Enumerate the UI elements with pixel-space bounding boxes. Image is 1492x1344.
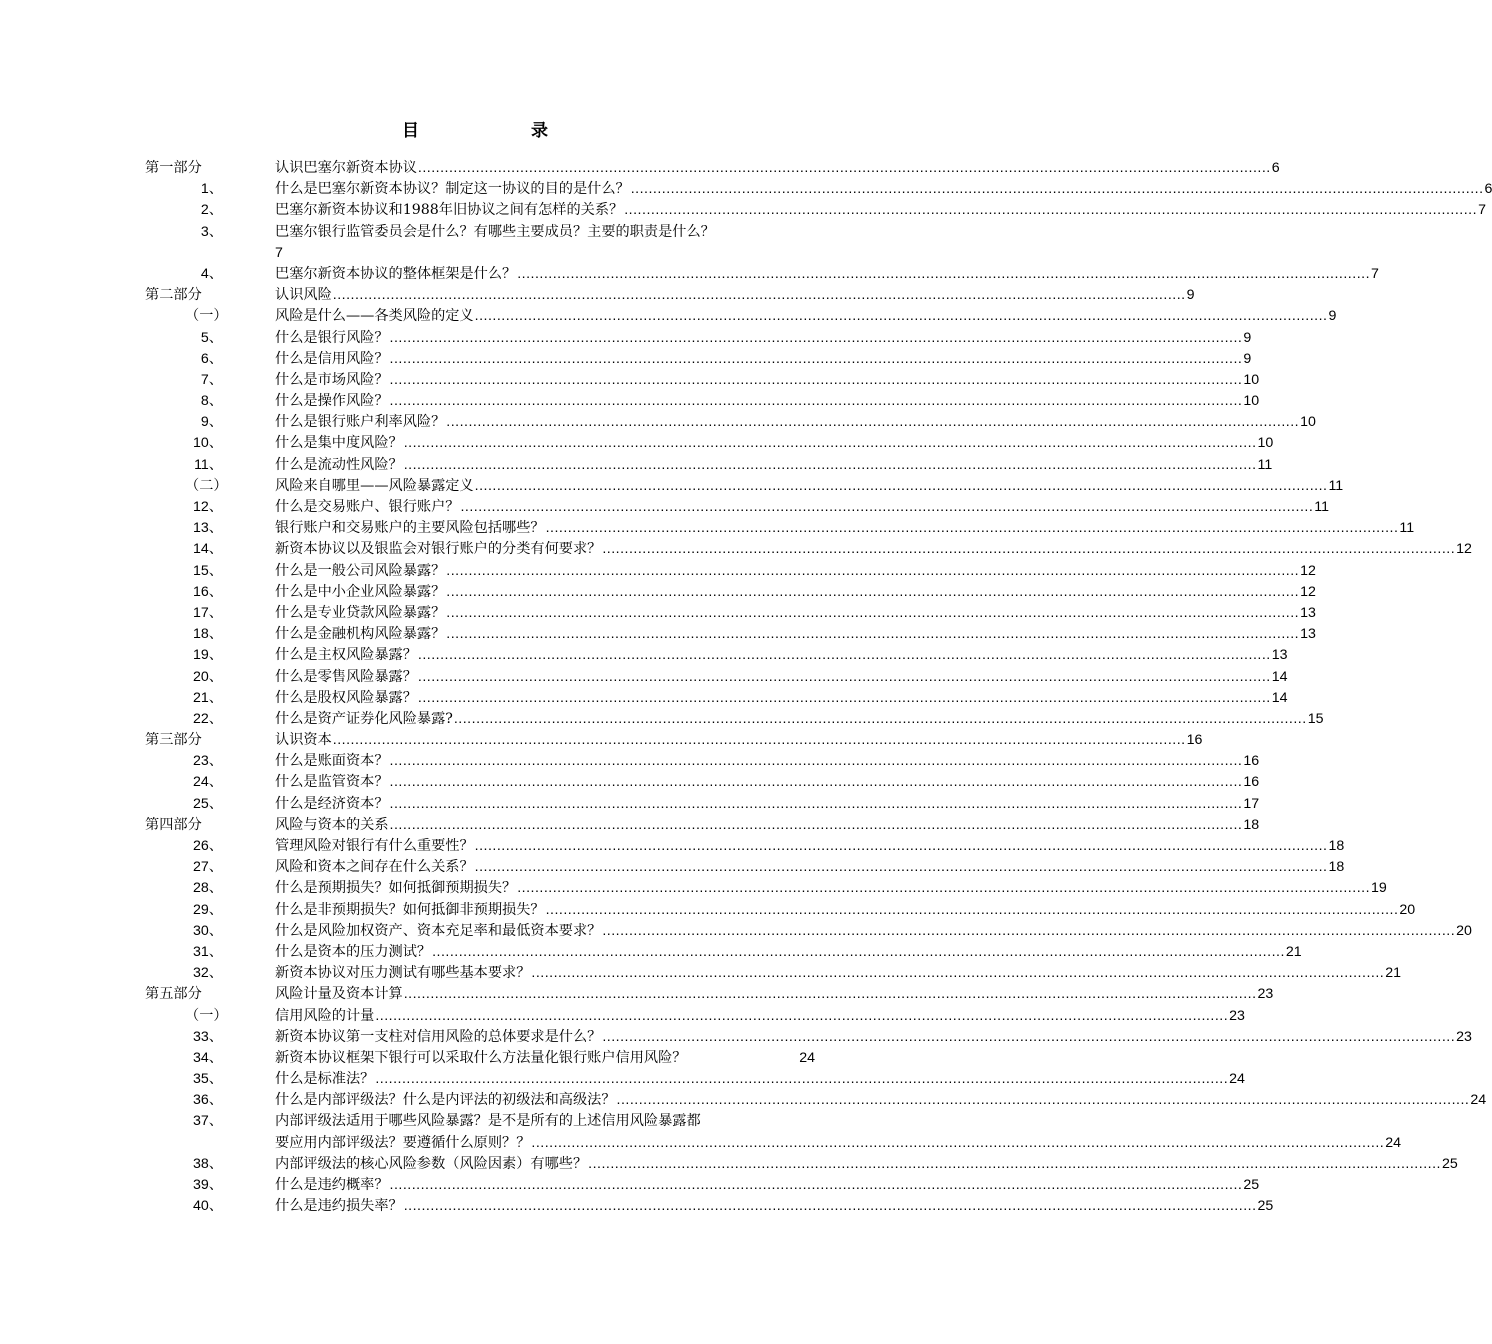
toc-entry-body	[275, 1154, 1458, 1175]
toc-entry-number: 20、	[193, 668, 223, 685]
toc-entry-number: 4、	[200, 265, 223, 282]
toc-entry-body	[275, 476, 1344, 497]
toc-entry[interactable]	[145, 709, 1324, 730]
toc-entry-number: 24、	[193, 774, 223, 791]
table-of-contents	[145, 158, 1492, 1217]
toc-entry-text: 风险是什么——各类风险的定义	[275, 308, 474, 325]
toc-entry-number: 30、	[193, 922, 223, 939]
toc-entry-body	[275, 772, 1260, 793]
toc-entry-number: 32、	[193, 965, 223, 982]
toc-entry-body	[275, 264, 1379, 285]
toc-entry-body	[275, 667, 1288, 688]
toc-entry-number: 27、	[193, 859, 223, 876]
toc-page-number: 11	[1399, 520, 1415, 537]
toc-page-number: 10	[1243, 371, 1260, 388]
toc-entry-number: 7、	[200, 371, 223, 388]
toc-entry[interactable]	[145, 730, 1203, 751]
toc-entry-text: 新资本协议框架下银行可以采取什么方法量化银行账户信用风险？	[275, 1049, 687, 1066]
toc-entry-body	[275, 433, 1274, 454]
toc-dot-leader	[404, 1196, 1257, 1217]
toc-page-number: 7	[1371, 265, 1379, 282]
toc-entry-body	[275, 285, 1195, 306]
toc-dot-leader	[454, 709, 1307, 730]
toc-dot-leader	[375, 1069, 1228, 1090]
toc-entry-number: 22、	[193, 710, 223, 727]
toc-page-number: 14	[1271, 689, 1288, 706]
toc-page-number: 21	[1285, 943, 1302, 960]
toc-dot-leader	[531, 1133, 1384, 1154]
toc-entry-body	[275, 1069, 1245, 1090]
toc-entry-number: 2、	[200, 202, 223, 219]
toc-entry[interactable]	[145, 455, 1273, 476]
toc-entry-number: 34、	[193, 1049, 223, 1066]
toc-entry-text: 什么是主权风险暴露？	[275, 647, 417, 664]
toc-dot-leader	[404, 433, 1257, 454]
toc-page-number: 23	[1456, 1028, 1472, 1045]
toc-dot-leader	[460, 497, 1313, 518]
toc-page-number: 25	[1257, 1198, 1274, 1215]
toc-page-number: 18	[1243, 816, 1260, 833]
toc-entry[interactable]	[145, 1069, 1245, 1090]
toc-page-number: 24	[1385, 1134, 1401, 1151]
toc-section-label: （二）	[185, 477, 228, 494]
toc-entry[interactable]	[145, 222, 815, 264]
toc-entry-text: 什么是违约损失率？	[275, 1198, 403, 1215]
toc-dot-leader	[446, 412, 1299, 433]
toc-entry-text: 什么是银行风险？	[275, 329, 389, 346]
toc-entry-text: 什么是账面资本？	[275, 753, 389, 770]
toc-entry-body	[275, 645, 1288, 666]
toc-entry-number: 1、	[200, 181, 223, 198]
toc-dot-leader	[588, 1154, 1441, 1175]
toc-dot-leader	[602, 1027, 1455, 1048]
toc-dot-leader	[624, 200, 1477, 221]
toc-entry-number: 21、	[193, 689, 223, 706]
toc-entry[interactable]	[145, 1027, 1472, 1048]
toc-dot-leader	[390, 794, 1243, 815]
toc-entry-body	[275, 349, 1252, 370]
toc-entry-number: 3、	[200, 223, 223, 240]
toc-entry-body	[275, 751, 1260, 772]
toc-dot-leader	[631, 179, 1484, 200]
toc-entry-body	[275, 900, 1416, 921]
toc-entry-text: 什么是市场风险？	[275, 371, 389, 388]
toc-page-number: 6	[1271, 160, 1280, 176]
toc-entry-body	[275, 455, 1273, 476]
toc-section-label: （一）	[185, 308, 228, 325]
toc-entry-number: 8、	[200, 393, 223, 410]
toc-entry-body	[275, 200, 1486, 221]
toc-entry-text: 什么是金融机构风险暴露？	[275, 626, 446, 643]
toc-entry[interactable]	[145, 1111, 1401, 1153]
toc-entry-number: 18、	[193, 626, 223, 643]
toc-entry-body	[275, 1006, 1245, 1027]
toc-page-number: 15	[1307, 710, 1324, 727]
toc-entry[interactable]	[145, 794, 1260, 815]
toc-entry-text: 什么是零售风险暴露？	[275, 668, 417, 685]
toc-entry-number: 6、	[200, 350, 223, 367]
toc-entry-text: 什么是预期损失？如何抵御预期损失？	[275, 880, 517, 897]
toc-entry[interactable]	[145, 179, 1492, 200]
toc-entry[interactable]	[145, 497, 1330, 518]
toc-entry-body	[275, 709, 1324, 730]
toc-page-number: 10	[1257, 435, 1274, 452]
toc-entry-text: 什么是内部评级法？什么是内评法的初级法和高级法？	[275, 1092, 616, 1109]
toc-entry-body	[275, 518, 1415, 539]
toc-entry-number: 10、	[193, 435, 223, 452]
toc-page-number: 12	[1300, 583, 1316, 600]
toc-entry[interactable]	[145, 900, 1416, 921]
toc-entry-body	[275, 412, 1316, 433]
toc-dot-leader	[546, 900, 1399, 921]
toc-page-number: 7	[275, 244, 283, 261]
toc-entry[interactable]	[145, 1175, 1260, 1196]
toc-entry[interactable]	[145, 624, 1316, 645]
toc-entry-text: 巴塞尔新资本协议和1988年旧协议之间有怎样的关系？	[275, 202, 624, 219]
toc-entry[interactable]	[145, 412, 1316, 433]
toc-entry-text: 新资本协议以及银监会对银行账户的分类有何要求？	[275, 541, 602, 558]
toc-dot-leader	[446, 561, 1299, 582]
toc-entry-body	[275, 836, 1345, 857]
toc-entry-number: 12、	[193, 499, 223, 516]
toc-entry[interactable]	[145, 582, 1316, 603]
toc-dot-leader	[418, 688, 1271, 709]
toc-page-number: 23	[1229, 1007, 1245, 1024]
toc-entry[interactable]	[145, 200, 1486, 221]
toc-part-label: 第一部分	[145, 160, 202, 176]
toc-page-number: 25	[1243, 1177, 1260, 1194]
toc-dot-leader	[375, 1006, 1228, 1027]
toc-dot-leader	[517, 264, 1370, 285]
toc-entry-text: 什么是专业贷款风险暴露？	[275, 604, 446, 621]
toc-page-number: 13	[1300, 626, 1316, 643]
toc-entry-number: 31、	[193, 943, 223, 960]
toc-page-number: 13	[1300, 604, 1316, 621]
toc-dot-leader	[475, 476, 1328, 497]
toc-entry-text: 信用风险的计量	[275, 1007, 375, 1024]
toc-entry-text: 风险和资本之间存在什么关系？	[275, 859, 474, 876]
toc-entry[interactable]	[145, 328, 1252, 349]
toc-entry-text: 什么是交易账户、银行账户？	[275, 499, 460, 516]
toc-entry[interactable]	[145, 1090, 1487, 1111]
toc-entry[interactable]	[145, 857, 1345, 878]
toc-entry-body	[275, 984, 1274, 1005]
toc-entry-text: 新资本协议第一支柱对信用风险的总体要求是什么？	[275, 1028, 602, 1045]
toc-entry-body	[275, 582, 1316, 603]
toc-entry[interactable]	[145, 476, 1344, 497]
toc-entry-text: 风险计量及资本计算	[275, 986, 403, 1003]
toc-page-number: 9	[1186, 287, 1195, 304]
toc-entry[interactable]	[145, 688, 1288, 709]
toc-entry-number: 38、	[193, 1155, 223, 1172]
toc-page-number: 21	[1385, 965, 1401, 982]
toc-entry[interactable]	[145, 1006, 1245, 1027]
toc-entry-body	[275, 730, 1203, 751]
toc-entry-body	[275, 497, 1330, 518]
toc-page-number: 9	[1328, 308, 1337, 325]
toc-entry-body	[275, 158, 1280, 179]
toc-dot-leader	[617, 1090, 1470, 1111]
toc-page-number: 16	[1186, 732, 1203, 749]
toc-entry[interactable]	[145, 285, 1195, 306]
toc-entry-text: 什么是经济资本？	[275, 795, 389, 812]
toc-dot-leader	[432, 942, 1285, 963]
toc-page-number: 20	[1456, 922, 1472, 939]
toc-entry-number: 26、	[193, 838, 223, 855]
toc-page-number: 25	[1441, 1155, 1458, 1172]
toc-page-number: 7	[1478, 202, 1486, 219]
toc-entry-body	[275, 878, 1387, 899]
toc-entry-body	[275, 539, 1472, 560]
toc-entry-body	[275, 942, 1302, 963]
toc-entry[interactable]	[145, 433, 1274, 454]
toc-page-number: 11	[1314, 499, 1330, 516]
toc-dot-leader	[602, 539, 1455, 560]
toc-entry[interactable]	[145, 984, 1274, 1005]
toc-section-label: （一）	[185, 1007, 228, 1024]
toc-entry-text: 银行账户和交易账户的主要风险包括哪些？	[275, 520, 545, 537]
toc-dot-leader	[531, 963, 1384, 984]
toc-entry-number: 28、	[193, 880, 223, 897]
toc-entry-text: 认识风险	[275, 287, 332, 304]
toc-entry-text: 风险与资本的关系	[275, 816, 389, 833]
toc-dot-leader	[333, 285, 1186, 306]
toc-dot-leader	[475, 836, 1328, 857]
toc-entry[interactable]	[145, 751, 1260, 772]
toc-entry-body	[275, 815, 1260, 836]
toc-dot-leader	[517, 878, 1370, 899]
toc-entry-body	[275, 1090, 1487, 1111]
toc-dot-leader	[404, 984, 1257, 1005]
toc-entry-body	[275, 624, 1316, 645]
toc-dot-leader	[418, 158, 1271, 179]
toc-entry-number: 16、	[193, 583, 223, 600]
toc-entry-body	[275, 328, 1252, 349]
toc-entry-number: 13、	[193, 520, 223, 537]
toc-entry-number: 29、	[193, 901, 223, 918]
toc-page-number: 11	[1328, 477, 1344, 494]
toc-entry-text: 什么是违约概率？	[275, 1177, 389, 1194]
toc-entry-number: 39、	[193, 1177, 223, 1194]
toc-entry-wrapped	[275, 1111, 1401, 1153]
toc-entry[interactable]	[145, 1048, 815, 1069]
toc-entry-text: 什么是非预期损失？如何抵御非预期损失？	[275, 901, 545, 918]
toc-page-number: 16	[1243, 753, 1260, 770]
toc-dot-leader	[446, 603, 1299, 624]
toc-entry-body	[275, 688, 1288, 709]
toc-entry[interactable]	[145, 667, 1288, 688]
toc-entry[interactable]	[145, 603, 1316, 624]
toc-entry[interactable]	[145, 391, 1260, 412]
toc-entry-number: 37、	[193, 1113, 223, 1130]
toc-entry-body	[275, 1196, 1274, 1217]
toc-part-label: 第三部分	[145, 732, 202, 749]
toc-entry-text: 内部评级法的核心风险参数（风险因素）有哪些？	[275, 1155, 588, 1172]
toc-entry-body	[275, 179, 1492, 200]
toc-entry-body	[275, 1048, 815, 1069]
toc-entry[interactable]	[145, 963, 1401, 984]
toc-entry-line2	[275, 1133, 1401, 1154]
toc-entry[interactable]	[145, 264, 1379, 285]
toc-dot-leader	[404, 455, 1257, 476]
toc-entry-number: 14、	[193, 541, 223, 558]
toc-dot-leader	[333, 730, 1186, 751]
toc-entry-text: 什么是操作风险？	[275, 393, 389, 410]
toc-entry-number: 19、	[193, 647, 223, 664]
toc-page-number: 9	[1243, 329, 1252, 346]
toc-entry-body	[275, 603, 1316, 624]
toc-entry[interactable]	[145, 1154, 1458, 1175]
toc-entry-text: 什么是一般公司风险暴露？	[275, 562, 446, 579]
toc-entry-body	[275, 1027, 1472, 1048]
toc-entry-number: 9、	[200, 414, 223, 431]
toc-page-number: 10	[1300, 414, 1316, 431]
toc-page-number: 24	[799, 1049, 815, 1066]
toc-entry-text: 什么是集中度风险？	[275, 435, 403, 452]
toc-entry[interactable]	[145, 158, 1280, 179]
toc-entry-wrapped	[275, 222, 815, 264]
toc-entry[interactable]	[145, 370, 1260, 391]
toc-entry-text: 巴塞尔新资本协议的整体框架是什么？	[275, 265, 517, 282]
toc-page-number: 12	[1300, 562, 1316, 579]
toc-gap	[686, 1048, 799, 1069]
toc-page-number: 23	[1257, 986, 1274, 1003]
toc-entry-number: 23、	[193, 753, 223, 770]
toc-entry-text: 什么是信用风险？	[275, 350, 389, 367]
toc-entry-text: 什么是监管资本？	[275, 774, 389, 791]
toc-entry-text: 内部评级法适用于哪些风险暴露？是不是所有的上述信用风险暴露都	[275, 1113, 701, 1130]
toc-entry-body	[275, 391, 1260, 412]
toc-page-number: 10	[1243, 393, 1260, 410]
toc-page-number: 16	[1243, 774, 1260, 791]
toc-entry[interactable]	[145, 306, 1337, 327]
toc-entry[interactable]	[145, 836, 1345, 857]
toc-entry[interactable]	[145, 645, 1288, 666]
toc-page-number: 18	[1328, 859, 1345, 876]
toc-dot-leader	[390, 815, 1243, 836]
toc-part-label: 第四部分	[145, 816, 202, 833]
toc-entry-text: 什么是标准法？	[275, 1071, 375, 1088]
toc-dot-leader	[390, 370, 1243, 391]
toc-entry-body	[275, 561, 1316, 582]
toc-entry-number: 11、	[194, 456, 223, 473]
toc-entry[interactable]	[145, 942, 1302, 963]
toc-dot-leader	[602, 921, 1455, 942]
toc-entry-number: 25、	[193, 795, 223, 812]
toc-page-number: 24	[1470, 1092, 1487, 1109]
toc-page-number: 19	[1371, 880, 1387, 897]
toc-entry-text: 什么是银行账户利率风险？	[275, 414, 446, 431]
toc-dot-leader	[390, 751, 1243, 772]
toc-entry[interactable]	[145, 815, 1260, 836]
toc-entry-number: 17、	[193, 604, 223, 621]
toc-entry-number: 5、	[200, 329, 223, 346]
toc-entry-number: 33、	[193, 1028, 223, 1045]
toc-entry[interactable]	[145, 518, 1415, 539]
toc-entry-text: 巴塞尔银行监管委员会是什么？有哪些主要成员？主要的职责是什么？	[275, 223, 715, 240]
toc-entry-body	[275, 370, 1260, 391]
toc-entry-text-continued: 要应用内部评级法？要遵循什么原则？？	[275, 1134, 531, 1151]
toc-entry-text: 管理风险对银行有什么重要性？	[275, 838, 474, 855]
toc-entry[interactable]	[145, 349, 1252, 370]
toc-entry-body	[275, 306, 1337, 327]
toc-entry-text: 什么是股权风险暴露？	[275, 689, 417, 706]
toc-entry-text: 新资本协议对压力测试有哪些基本要求？	[275, 965, 531, 982]
toc-dot-leader	[546, 518, 1399, 539]
toc-entry-body	[275, 921, 1472, 942]
toc-entry[interactable]	[145, 921, 1472, 942]
toc-entry-body	[275, 857, 1345, 878]
toc-entry-text: 什么是资本的压力测试？	[275, 943, 432, 960]
toc-part-label: 第五部分	[145, 986, 202, 1003]
toc-dot-leader	[390, 349, 1243, 370]
toc-dot-leader	[446, 624, 1299, 645]
toc-dot-leader	[390, 1175, 1243, 1196]
toc-page-number: 11	[1257, 456, 1273, 473]
toc-page-number: 6	[1484, 181, 1492, 198]
toc-entry-number: 15、	[193, 562, 223, 579]
toc-dot-leader	[475, 306, 1328, 327]
toc-title: 目 录	[402, 121, 574, 141]
toc-dot-leader	[390, 391, 1243, 412]
toc-entry-number: 40、	[193, 1198, 223, 1215]
toc-dot-leader	[446, 582, 1299, 603]
toc-entry-text: 什么是中小企业风险暴露？	[275, 583, 446, 600]
toc-entry-text: 什么是流动性风险？	[275, 456, 403, 473]
toc-entry-number: 35、	[193, 1071, 223, 1088]
toc-dot-leader	[418, 645, 1271, 666]
toc-page-number: 14	[1271, 668, 1288, 685]
toc-entry-text: 什么是巴塞尔新资本协议？制定这一协议的目的是什么？	[275, 181, 630, 198]
toc-dot-leader	[390, 772, 1243, 793]
toc-entry[interactable]	[145, 561, 1316, 582]
toc-entry[interactable]	[145, 539, 1472, 560]
toc-entry-body	[275, 963, 1401, 984]
toc-entry[interactable]	[145, 772, 1260, 793]
toc-entry-text: 什么是风险加权资产、资本充足率和最低资本要求？	[275, 922, 602, 939]
toc-page-number: 18	[1328, 838, 1345, 855]
toc-part-label: 第二部分	[145, 287, 202, 304]
toc-entry-text: 认识资本	[275, 732, 332, 749]
toc-page-number: 20	[1399, 901, 1416, 918]
toc-dot-leader	[390, 328, 1243, 349]
toc-entry-number: 36、	[193, 1092, 223, 1109]
toc-dot-leader	[475, 857, 1328, 878]
toc-page-number: 13	[1271, 647, 1288, 664]
toc-entry-body	[275, 1175, 1260, 1196]
toc-entry-text: 风险来自哪里——风险暴露定义	[275, 477, 474, 494]
toc-page-number: 24	[1229, 1071, 1245, 1088]
toc-page-number: 17	[1243, 795, 1260, 812]
toc-entry-body	[275, 794, 1260, 815]
toc-entry-text: 什么是资产证券化风险暴露?	[275, 710, 453, 727]
toc-dot-leader	[418, 667, 1271, 688]
toc-page-number: 12	[1456, 541, 1472, 558]
toc-entry[interactable]	[145, 878, 1387, 899]
toc-entry-text: 认识巴塞尔新资本协议	[275, 160, 417, 176]
toc-page-number: 9	[1243, 350, 1252, 367]
toc-entry[interactable]	[145, 1196, 1274, 1217]
